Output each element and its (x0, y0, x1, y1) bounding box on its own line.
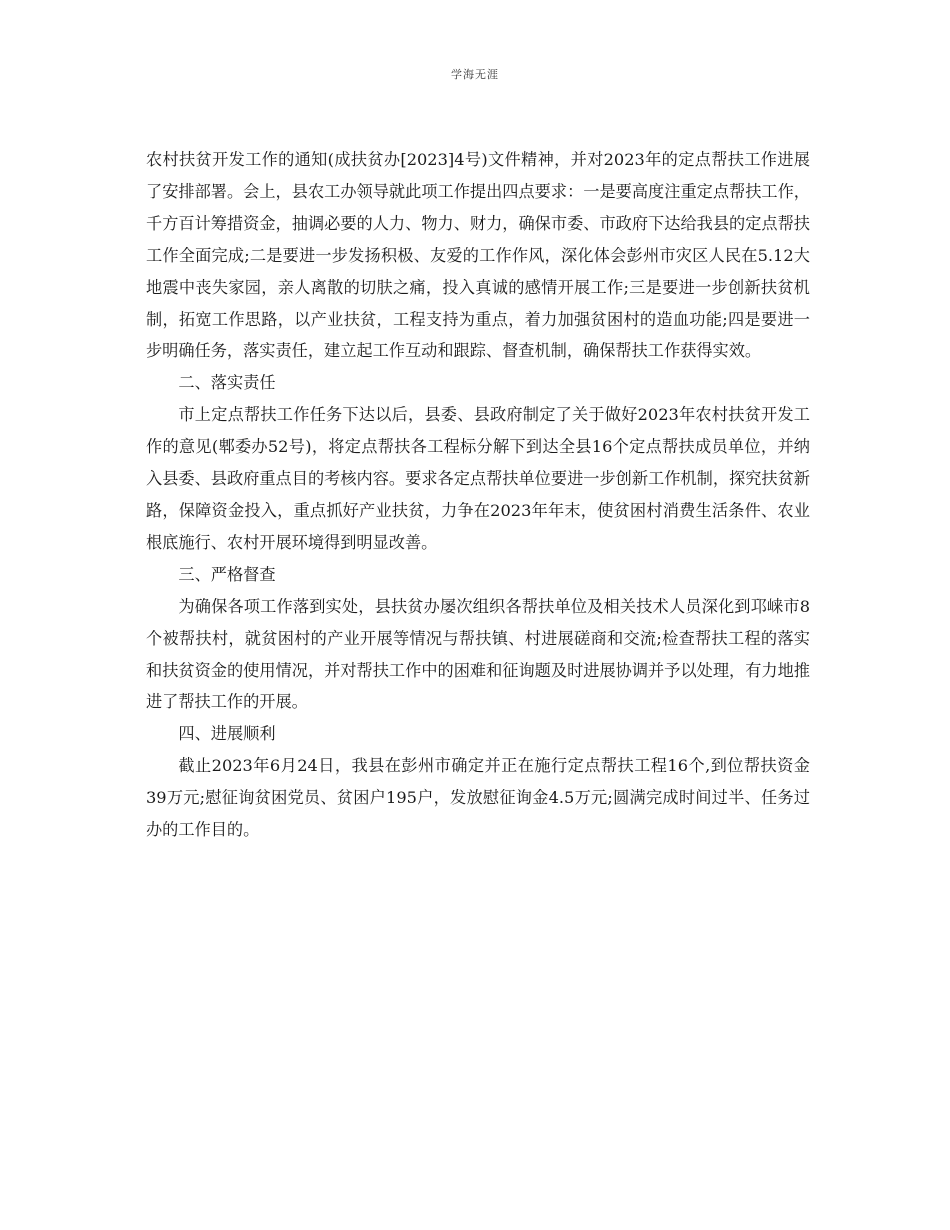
section-heading-4: 四、进展顺利 (178, 724, 276, 744)
paragraph-section-4: 截止2023年6月24日，我县在彭州市确定并正在施行定点帮扶工程16个,到位帮扶资金39万元;慰征询贫困党员、贫困户195户，发放慰征询金4.5万元;圆满完成时间过半、任务过办的工作目的。 (146, 756, 810, 840)
page-header: 学海无涯 (451, 68, 499, 81)
section-heading-2: 二、落实责任 (178, 373, 276, 393)
paragraph-section-3: 为确保各项工作落到实处，县扶贫办屡次组织各帮扶单位及相关技术人员深化到邛崃市8个被帮扶村，就贫困村的产业开展等情况与帮扶镇、村进展磋商和交流;检查帮扶工程的落实和扶贫资金的使用情况，并对帮扶工作中的困难和征询题及时进展协调并予以处理，有力地推进了帮扶工作的开展。 (146, 596, 810, 712)
section-heading-3: 三、严格督查 (178, 564, 276, 584)
paragraph-continuation: 农村扶贫开发工作的通知(成扶贫办[2023]4号)文件精神，并对2023年的定点帮扶工作进展了安排部署。会上，县农工办领导就此项工作提出四点要求：一是要高度注重定点帮扶工作，千方百计筹措资金，抽调必要的人力、物力、财力，确保市委、市政府下达给我县的定点帮扶工作全面完成;二是要进一步发扬积极、友爱的工作作风，深化体会彭州市灾区人民在5.12大地震中丧失家园，亲人离散的切肤之痛，投入真诚的感情开展工作;三是要进一步创新扶贫机制，拓宽工作思路，以产业扶贫，工程支持为重点，着力加强贫困村的造血功能;四是要进一步明确任务，落实责任，建立起工作互动和跟踪、督查机制，确保帮扶工作获得实效。 (146, 150, 810, 361)
document-body (146, 144, 810, 846)
paragraph-section-2: 市上定点帮扶工作任务下达以后，县委、县政府制定了关于做好2023年农村扶贫开发工作的意见(郫委办52号)，将定点帮扶各工程标分解下到达全县16个定点帮扶成员单位，并纳入县委、县政府重点目的考核内容。要求各定点帮扶单位要进一步创新工作机制，探究扶贫新路，保障资金投入，重点抓好产业扶贫，力争在2023年年末，使贫困村消费生活条件、农业根底施行、农村开展环境得到明显改善。 (146, 405, 810, 552)
